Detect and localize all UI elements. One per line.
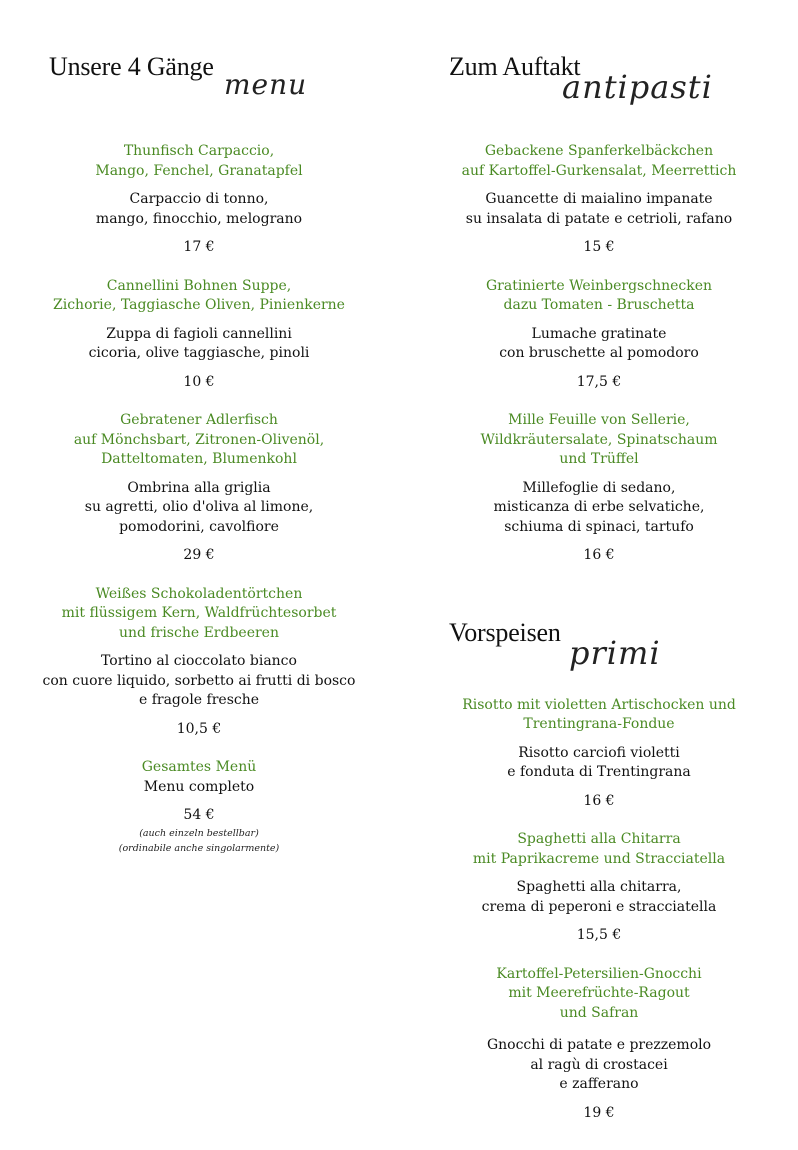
menu-item xyxy=(419,411,779,566)
item-name-de: Risotto mit violetten Artischocken und Trentingrana-Fondue xyxy=(462,696,736,732)
item-name-it: Lumache gratinate con bruschette al pomodoro xyxy=(499,325,699,361)
section-title: Vorspeisen xyxy=(449,617,561,647)
item-name-it: Tortino al cioccolato bianco con cuore liquido, sorbetto ai frutti di bosco e fragole fresche xyxy=(42,653,356,708)
item-name-de: Gratinierte Weinbergschnecken dazu Tomaten - Bruschetta xyxy=(485,277,713,313)
section-header-antipasti xyxy=(419,0,779,106)
section-script-title: primi xyxy=(569,633,661,672)
item-name-de: Gebratener Adlerfisch auf Mönchsbart, Zitronen-Olivenöl, Datteltomaten, Blumenkohl xyxy=(73,412,325,467)
item-price: 10,5 € xyxy=(176,720,222,737)
item-price: 17,5 € xyxy=(576,373,622,390)
menu-item xyxy=(19,142,379,258)
item-name-de: Cannellini Bohnen Suppe, Zichorie, Taggiasche Oliven, Pinienkerne xyxy=(53,277,345,313)
item-name-it: Ombrina alla griglia su agretti, olio d'oliva al limone, pomodorini, cavolfiore xyxy=(84,479,314,535)
item-price: 15 € xyxy=(583,239,615,255)
section-title: Zum Auftakt xyxy=(449,52,581,81)
menu-item xyxy=(419,142,779,258)
menu-item xyxy=(419,696,779,812)
total-price: 54 € xyxy=(183,807,215,823)
item-name-de: Mille Feuille von Sellerie, Wildkräutersalate, Spinatschaum und Trüffel xyxy=(480,412,718,467)
item-name-it: Zuppa di fagioli cannellini cicoria, olive taggiasche, pinoli xyxy=(88,325,310,361)
item-name-de: Weißes Schokoladentörtchen mit flüssigem Kern, Waldfrüchtesorbet und frische Erdbeeren xyxy=(61,585,337,641)
menu-item xyxy=(19,585,379,740)
section-script-title: menu xyxy=(224,68,308,101)
item-name-it: Gnocchi di patate e prezzemolo al ragù di crostacei e zafferano xyxy=(486,1037,712,1092)
item-price: 15,5 € xyxy=(576,927,622,943)
menu-item xyxy=(419,830,779,946)
menu-item xyxy=(19,277,379,393)
item-price: 19 € xyxy=(583,1104,615,1121)
menu-item xyxy=(419,277,779,393)
menu-item xyxy=(19,411,379,566)
section-script-title: antipasti xyxy=(562,68,713,106)
item-name-de: Thunfisch Carpaccio, Mango, Fenchel, Granatapfel xyxy=(95,143,303,179)
item-price: 29 € xyxy=(183,547,215,563)
section-header-primi xyxy=(419,570,779,672)
note-de: (auch einzeln bestellbar) xyxy=(139,827,259,839)
left-column xyxy=(19,0,379,856)
note-it: (ordinabile anche singolarmente) xyxy=(118,842,280,854)
menu-items xyxy=(19,142,379,856)
item-price: 10 € xyxy=(183,373,215,390)
item-name-it: Carpaccio di tonno, mango, finocchio, melograno xyxy=(95,191,303,227)
antipasti-items xyxy=(419,142,779,566)
primi-items xyxy=(419,696,779,1124)
right-column xyxy=(419,0,779,1123)
item-name-de: Gebackene Spanferkelbäckchen auf Kartoffel-Gurkensalat, Meerrettich xyxy=(461,143,737,179)
item-name-it: Millefoglie di sedano, misticanza di erbe selvatiche, schiuma di spinaci, tartufo xyxy=(493,479,705,535)
item-name-de: Spaghetti alla Chitarra mit Paprikacreme und Stracciatella xyxy=(472,831,726,867)
section-header-menu xyxy=(19,0,379,101)
menu-total xyxy=(19,758,379,856)
total-name-de: Gesamtes Menü xyxy=(141,759,257,775)
total-name-it: Menu completo xyxy=(143,778,255,795)
item-price: 16 € xyxy=(583,547,615,563)
item-price: 17 € xyxy=(183,239,215,255)
item-name-it: Guancette di maialino impanate su insalata di patate e cetrioli, rafano xyxy=(465,191,733,227)
item-name-de: Kartoffel-Petersilien-Gnocchi mit Meerefrüchte-Ragout und Safran xyxy=(496,965,702,1021)
item-name-it: Spaghetti alla chitarra, crema di peperoni e stracciatella xyxy=(481,879,717,915)
section-title: Unsere 4 Gänge xyxy=(49,52,214,81)
item-price: 16 € xyxy=(583,792,615,809)
menu-item xyxy=(419,965,779,1124)
item-name-it: Risotto carciofi violetti e fonduta di Trentingrana xyxy=(507,744,691,780)
